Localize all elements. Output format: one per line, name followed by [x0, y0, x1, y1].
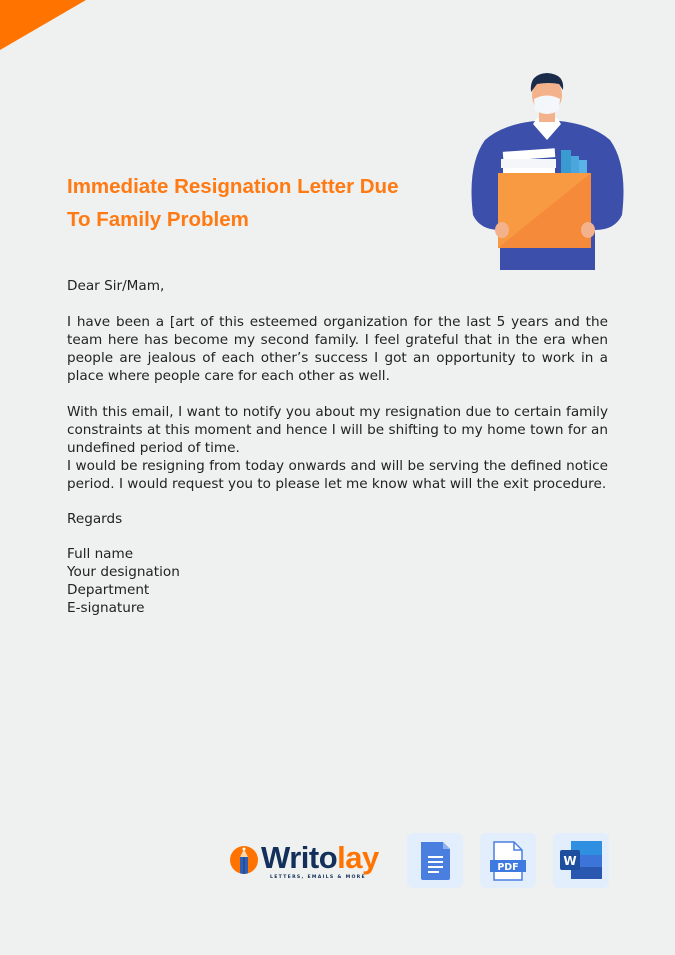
signature-block	[67, 545, 608, 617]
letter-closing: Regards	[67, 511, 123, 527]
google-docs-download-button[interactable]	[407, 833, 463, 888]
pencil-icon	[230, 846, 258, 874]
man-with-box-illustration	[465, 70, 630, 270]
title-line-2: To Family Problem	[67, 208, 249, 231]
word-icon	[553, 833, 609, 888]
letter-paragraph-2: With this email, I want to notify you about my resignation due to certain family constraints at this moment and hence I will be shifting to my home town for an undefined period of time.	[67, 404, 608, 456]
letter-greeting: Dear Sir/Mam,	[67, 278, 165, 294]
signature-full-name: Full name	[67, 546, 134, 562]
letter-paragraph-3: I would be resigning from today onwards and will be serving the defined notice period. I would request you to please let me know what will the exit procedure.	[67, 458, 608, 492]
signature-e-signature: E-signature	[67, 600, 145, 616]
signature-department: Department	[67, 582, 150, 598]
corner-accent-triangle	[0, 0, 86, 50]
pdf-icon	[480, 833, 536, 888]
writolay-logo[interactable]	[230, 842, 385, 882]
signature-designation: Your designation	[67, 564, 180, 580]
word-download-button[interactable]	[553, 833, 609, 888]
letter-paragraph-1: I have been a [art of this esteemed organization for the last 5 years and the team here has become my second family. I feel grateful that in the era when people are jealous of each other’s success I got an opportunity to work in a place where people care for each other as well.	[67, 314, 608, 384]
google-docs-icon	[407, 833, 463, 888]
brand-name: Writolay	[261, 840, 379, 875]
svg-text:PDF: PDF	[497, 862, 519, 873]
brand-tagline: LETTERS, EMAILS & MORE	[270, 875, 366, 880]
page-title	[67, 170, 447, 236]
title-line-1: Immediate Resignation Letter Due	[67, 175, 399, 198]
svg-text:W: W	[563, 854, 577, 868]
pdf-download-button[interactable]	[480, 833, 536, 888]
